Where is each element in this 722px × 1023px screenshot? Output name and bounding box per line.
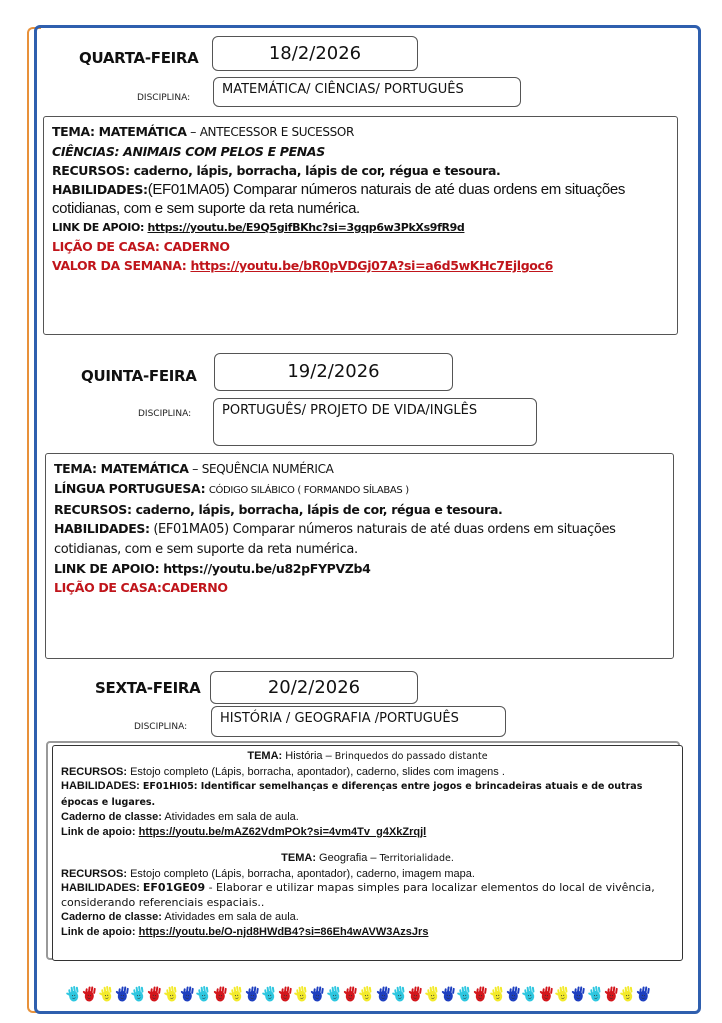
- homework-line: LIÇÃO DE CASA: CADERNO: [52, 239, 230, 254]
- hand-icon: [66, 984, 81, 1004]
- support-link[interactable]: https://youtu.be/O-njd8HWdB4?si=86Eh4wAVW3AzsJrs: [138, 925, 429, 938]
- tema-separator: –: [186, 124, 200, 139]
- hand-icon: [310, 984, 325, 1004]
- date-box: 18/2/2026: [212, 36, 418, 71]
- hand-icon: [196, 984, 211, 1004]
- caderno-value: Atividades em sala de aula.: [164, 811, 299, 823]
- valor-label: VALOR DA SEMANA:: [52, 258, 191, 273]
- lesson-content-box: [43, 116, 678, 335]
- date-box: 19/2/2026: [214, 353, 453, 391]
- habilidades-value: - Elaborar e utilizar mapas simples para localizar elementos do local de vivência, considerando referenciais espaciais..: [61, 881, 655, 909]
- recursos-label: RECURSOS:: [61, 867, 128, 880]
- day-label: SEXTA-FEIRA: [95, 679, 201, 697]
- hand-icon: [425, 984, 440, 1004]
- hand-icon: [327, 984, 342, 1004]
- support-link[interactable]: https://youtu.be/mAZ62VdmPOk?si=4vm4Tv_g4XkZrqjl: [138, 825, 427, 838]
- hand-icon: [213, 984, 228, 1004]
- hand-icon: [555, 984, 570, 1004]
- hand-icon: [115, 984, 130, 1004]
- link-label: LINK DE APOIO:: [52, 221, 148, 234]
- recursos-label: RECURSOS:: [61, 765, 128, 778]
- disciplina-label: DISCIPLINA:: [138, 409, 192, 419]
- tema-separator: –: [188, 461, 202, 476]
- hand-icon: [376, 984, 391, 1004]
- link-label: Link de apoio:: [61, 825, 136, 838]
- ciencias-topic: CIÊNCIAS: ANIMAIS COM PELOS E PENAS: [52, 144, 325, 159]
- habilidades-code: EF01HI05:: [142, 781, 198, 792]
- habilidades-value: (EF01MA05) Comparar números naturais de até duas ordens em situações cotidianas, com e sem suporte da reta numérica.: [52, 181, 625, 217]
- hand-icon: [147, 984, 162, 1004]
- hand-icon: [229, 984, 244, 1004]
- day-label: QUINTA-FEIRA: [81, 367, 197, 385]
- recursos-value: Estojo completo (Lápis, borracha, apontador), caderno, imagem mapa.: [130, 867, 475, 880]
- caderno-label: Caderno de classe:: [61, 911, 162, 923]
- hand-icon: [164, 984, 179, 1004]
- hand-icon: [506, 984, 521, 1004]
- hand-icon: [131, 984, 146, 1004]
- lingua-portuguesa-label: LÍNGUA PORTUGUESA:: [54, 481, 206, 496]
- habilidades-value: (EF01MA05) Comparar números naturais de até duas ordens em situações cotidianas, com e sem suporte da reta numérica.: [54, 522, 616, 557]
- lesson-block-historia: [61, 749, 674, 839]
- lingua-portuguesa-value: CÓDIGO SILÁBICO ( FORMANDO SÍLABAS ): [208, 485, 409, 496]
- hand-icon: [245, 984, 260, 1004]
- tema-value: Brinquedos do passado distante: [334, 751, 488, 762]
- disciplina-box: PORTUGUÊS/ PROJETO DE VIDA/INGLÊS: [213, 398, 537, 446]
- hand-icon: [359, 984, 374, 1004]
- hand-icon: [441, 984, 456, 1004]
- hand-icon: [278, 984, 293, 1004]
- caderno-value: Atividades em sala de aula.: [164, 911, 299, 923]
- tema-label: TEMA: MATEMÁTICA: [54, 461, 189, 476]
- hand-icon: [636, 984, 651, 1004]
- habilidades-value: Identificar semelhanças e diferenças entre jogos e brincadeiras atuais e de outras épocas e lugares.: [61, 781, 643, 808]
- hand-icon: [490, 984, 505, 1004]
- hand-icon: [392, 984, 407, 1004]
- valor-link[interactable]: https://youtu.be/bR0pVDGj07A?si=a6d5wKHc7Ejlgoc6: [190, 258, 553, 273]
- caderno-label: Caderno de classe:: [61, 811, 162, 823]
- decorative-hands-border: [66, 984, 666, 1006]
- hand-icon: [473, 984, 488, 1004]
- habilidades-label: HABILIDADES:: [54, 521, 150, 536]
- tema-separator: –: [322, 750, 335, 762]
- hand-icon: [262, 984, 277, 1004]
- day-label: QUARTA-FEIRA: [79, 49, 199, 67]
- lesson-content-box: [45, 453, 674, 659]
- support-link[interactable]: https://youtu.be/u82pFYPVZb4: [163, 561, 371, 576]
- recursos-line: RECURSOS: caderno, lápis, borracha, lápis de cor, régua e tesoura.: [52, 163, 501, 178]
- lesson-block-geografia: [61, 851, 674, 939]
- disciplina-label: DISCIPLINA:: [134, 722, 188, 732]
- homework-line: LIÇÃO DE CASA:CADERNO: [54, 580, 228, 595]
- habilidades-label: HABILIDADES:: [61, 882, 140, 894]
- tema-label: TEMA:: [281, 852, 316, 864]
- disciplina-box: HISTÓRIA / GEOGRAFIA /PORTUGUÊS: [211, 706, 506, 737]
- recursos-value: Estojo completo (Lápis, borracha, apontador), caderno, slides com imagens .: [130, 765, 505, 778]
- hand-icon: [457, 984, 472, 1004]
- hand-icon: [99, 984, 114, 1004]
- tema-label: TEMA:: [247, 750, 283, 762]
- hand-icon: [522, 984, 537, 1004]
- lesson-content-box: [52, 745, 683, 961]
- disciplina-box: MATEMÁTICA/ CIÊNCIAS/ PORTUGUÊS: [213, 77, 521, 107]
- tema-value: Territorialidade.: [379, 853, 454, 864]
- hand-icon: [294, 984, 309, 1004]
- link-label: LINK DE APOIO:: [54, 561, 160, 576]
- hand-icon: [408, 984, 423, 1004]
- habilidades-label: HABILIDADES:: [52, 182, 148, 197]
- tema-subject: Geografia: [319, 852, 368, 864]
- hand-icon: [571, 984, 586, 1004]
- disciplina-label: DISCIPLINA:: [137, 93, 191, 103]
- tema-value: ANTECESSOR E SUCESSOR: [199, 125, 355, 139]
- recursos-line: RECURSOS: caderno, lápis, borracha, lápis de cor, régua e tesoura.: [54, 502, 503, 517]
- hand-icon: [539, 984, 554, 1004]
- hand-icon: [82, 984, 97, 1004]
- hand-icon: [604, 984, 619, 1004]
- habilidades-code: EF01GE09: [142, 881, 206, 894]
- date-box: 20/2/2026: [210, 671, 418, 704]
- hand-icon: [588, 984, 603, 1004]
- tema-subject: História: [285, 750, 323, 762]
- tema-value: SEQUÊNCIA NUMÉRICA: [201, 462, 334, 476]
- hand-icon: [343, 984, 358, 1004]
- tema-separator: –: [367, 852, 380, 864]
- tema-label: TEMA: MATEMÁTICA: [52, 124, 187, 139]
- hand-icon: [620, 984, 635, 1004]
- support-link[interactable]: https://youtu.be/E9Q5gifBKhc?si=3gqp6w3PkXs9fR9d: [147, 221, 465, 234]
- habilidades-label: HABILIDADES:: [61, 780, 140, 792]
- hand-icon: [180, 984, 195, 1004]
- link-label: Link de apoio:: [61, 925, 136, 938]
